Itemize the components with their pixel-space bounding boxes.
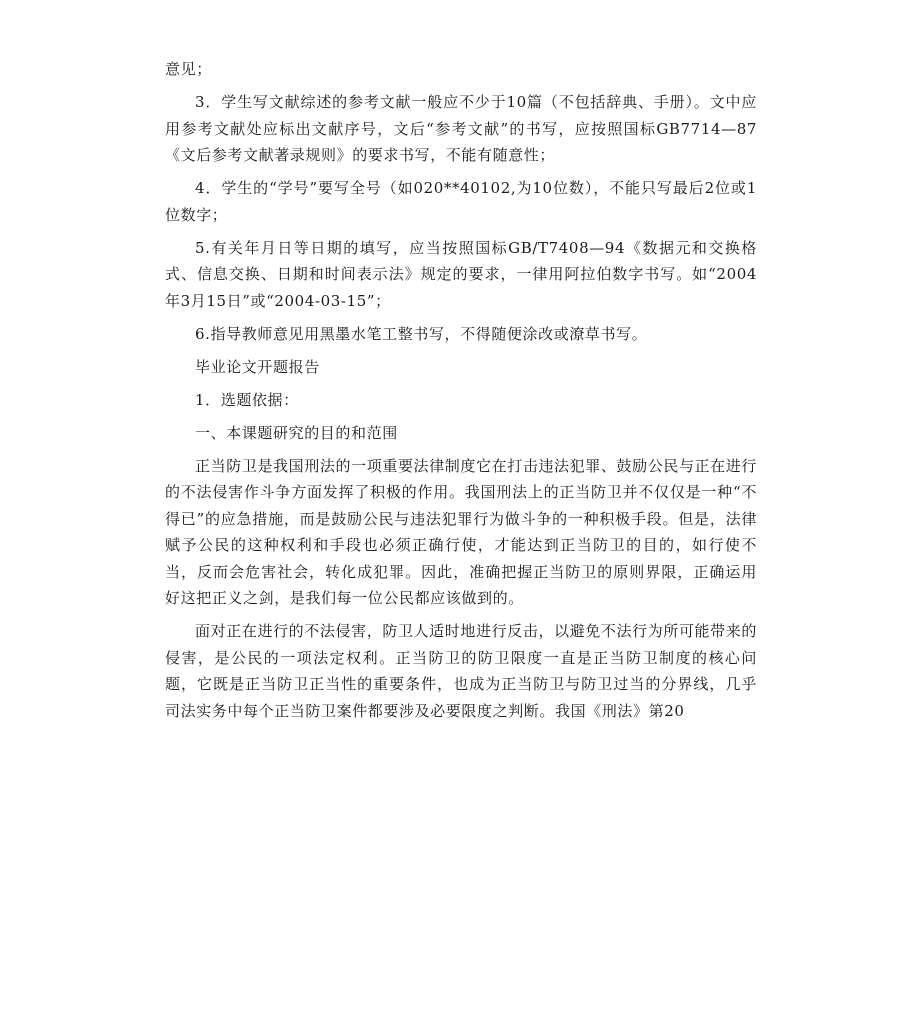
- paragraph-date-format-rule: 5.有关年月日等日期的填写，应当按照国标GB/T7408—94《数据元和交换格式、信息交换、日期和时间表示法》规定的要求，一律用阿拉伯数字书写。如“2004年3月15日”或“2004-03-15”；: [165, 238, 757, 310]
- heading-topic-basis: 1．选题依据：: [195, 390, 299, 409]
- paragraph-student-id-rule: 4．学生的“学号”要写全号（如020**40102,为10位数），不能只写最后2位或1位数字；: [165, 179, 757, 224]
- paragraph-advisor-comment-rule: 6.指导教师意见用黑墨水笔工整书写，不得随便涂改或潦草书写。: [195, 324, 648, 343]
- paragraph-references-rule: 3．学生写文献综述的参考文献一般应不少于10篇（不包括辞典、手册）。文中应用参考文献处应标出文献序号，文后“参考文献”的书写，应按照国标GB7714—87《文后参考文献著录规则》的要求书写，不能有随意性；: [165, 93, 757, 164]
- paragraph-defense-limit: 面对正在进行的不法侵害，防卫人适时地进行反击，以避免不法行为所可能带来的侵害，是公民的一项法定权利。正当防卫的防卫限度一直是正当防卫制度的核心问题，它既是正当防卫正当性的重要条件，也成为正当防卫与防卫过当的分界线，几乎司法实务中每个正当防卫案件都要涉及必要限度之判断。我国《刑法》第20: [165, 622, 757, 720]
- paragraph-continuation: 意见；: [165, 60, 212, 78]
- heading-research-purpose-scope: 一、本课题研究的目的和范围: [195, 423, 398, 442]
- section-title-proposal-report: 毕业论文开题报告: [195, 357, 320, 376]
- paragraph-self-defense-intro: 正当防卫是我国刑法的一项重要法律制度它在打击违法犯罪、鼓励公民与正在进行的不法侵害作斗争方面发挥了积极的作用。我国刑法上的正当防卫并不仅仅是一种“不得已”的应急措施，而是鼓励公民与违法犯罪行为做斗争的一种积极手段。但是，法律赋予公民的这种权利和手段也必须正确行使，才能达到正当防卫的目的，如行使不当，反而会危害社会，转化成犯罪。因此，准确把握正当防卫的原则界限，正确运用好这把正义之剑，是我们每一位公民都应该做到的。: [165, 456, 757, 607]
- document-body: [165, 56, 757, 731]
